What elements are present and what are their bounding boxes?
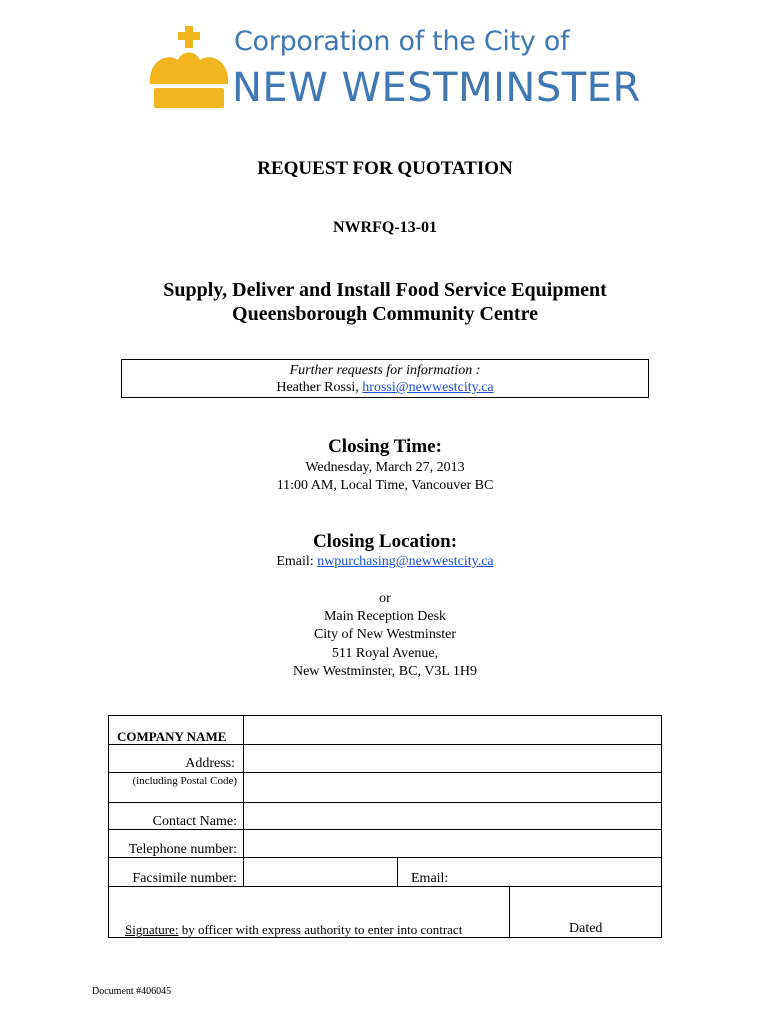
closing-date: Wednesday, March 27, 2013 (305, 460, 465, 475)
address-line: City of New Westminster (313, 627, 457, 642)
info-request-label: Further requests for information : (289, 363, 481, 378)
closing-time: 11:00 AM, Local Time, Vancouver BC (276, 478, 494, 493)
address-label: Address: (185, 756, 235, 771)
signature-line (125, 922, 462, 938)
contact-email-link[interactable]: hrossi@newwestcity.ca (362, 380, 494, 395)
project-title-line1: Supply, Deliver and Install Food Service Equipment (163, 279, 607, 301)
info-contact (122, 379, 648, 396)
address-line: Main Reception Desk (323, 609, 447, 624)
project-title (0, 278, 770, 326)
contact-name-field[interactable] (244, 803, 661, 829)
facsimile-label: Facsimile number: (132, 871, 237, 886)
info-request-box (121, 359, 649, 398)
closing-location-heading: Closing Location: (312, 531, 458, 552)
closing-email-link[interactable]: nwpurchasing@newwestcity.ca (317, 554, 494, 569)
reference-number: NWRFQ-13-01 (333, 219, 437, 236)
closing-email-label: Email: (276, 554, 314, 569)
address-line: New Westminster, BC, V3L 1H9 (293, 664, 477, 679)
dated-label: Dated (569, 921, 603, 936)
address-field[interactable] (244, 745, 661, 802)
logo-text-line1: Corporation of the City of (234, 26, 570, 57)
company-info-table (108, 715, 662, 938)
closing-email-line (0, 553, 770, 571)
facsimile-field[interactable] (244, 858, 397, 886)
dated-field[interactable] (510, 887, 661, 921)
contact-name-label: Contact Name: (152, 814, 237, 829)
signature-label: Signature: (125, 922, 179, 937)
document-number: Document #406045 (92, 986, 172, 997)
closing-time-heading: Closing Time: (328, 436, 442, 457)
address-note: (including Postal Code) (132, 775, 237, 787)
email-field[interactable] (449, 858, 661, 886)
telephone-field[interactable] (244, 830, 661, 857)
document-title: REQUEST FOR QUOTATION (257, 158, 513, 179)
email-label: Email: (411, 871, 449, 886)
project-title-line2: Queensborough Community Centre (232, 303, 538, 325)
city-logo (148, 26, 641, 112)
signature-text: by officer with express authority to enter into contract (181, 922, 463, 937)
logo-text-line2: NEW WESTMINSTER (232, 65, 641, 111)
address-line: 511 Royal Avenue, (331, 646, 439, 661)
signature-field[interactable] (109, 887, 509, 921)
contact-name: Heather Rossi, (276, 380, 359, 395)
or-text: or (379, 591, 391, 606)
company-name-label: COMPANY NAME (117, 729, 227, 744)
company-name-field[interactable] (244, 716, 661, 744)
crown-icon (148, 26, 230, 112)
telephone-label: Telephone number: (128, 842, 237, 857)
